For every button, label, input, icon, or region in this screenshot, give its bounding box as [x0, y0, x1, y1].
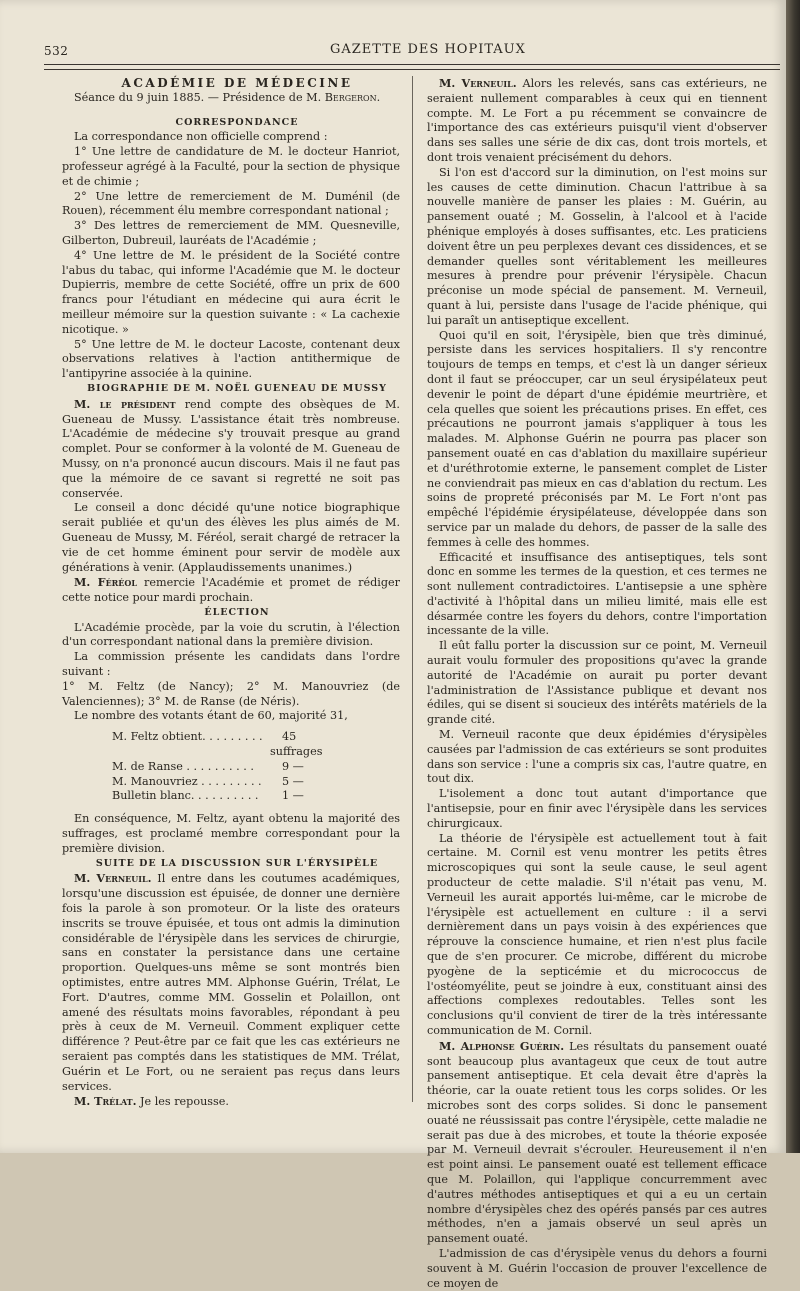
correspondance-heading: CORRESPONDANCE [175, 116, 299, 128]
right-text-9: Les résultats du pansement ouaté sont beaucoup plus avantageux que ceux de tout autre pansement antiseptique. Et cela devait être d'après la théorie, car la ouate retient tous les corps solides. Or les microbes sont des corps solides. Si donc le pansement ouaté ne réussissait pas contre l'érysipèle, cette maladie ne serait pas due à des microbes, et toute la théorie exposée par M. Verneuil devrait s'écrouler. Heureusement il n'en est point ainsi. Le pansement ouaté est tellement efficace que M. Polaillon, qui l'applique concurremment avec d'autres méthodes antiseptiques et qui a eu un certain nombre d'érysipèles chez des opérés pansés par ces autres méthodes, n'en a jamais observé un seul après un pansement ouaté. [427, 1039, 767, 1246]
right-column [427, 76, 767, 1291]
vote-table [62, 730, 400, 804]
page-number: 532 [44, 44, 69, 58]
election-paragraph-2: La commission présente les candidats dans l'ordre suivant : [62, 650, 400, 679]
election-votants: Le nombre des votants étant de 60, majorité 31, [74, 709, 348, 723]
right-paragraph-3: Quoi qu'il en soit, l'érysipèle, bien que très diminué, persiste dans les services hospitaliers. Il s'y rencontre toujours de temps en temps, et c'est là un danger sérieux dont il faut se préoccuper, car un seul érysipélateux peut devenir le point de départ d'une épidémie meurtrière, et cela quelles que soient les précautions prises. En effet, ces précautions ne pourront jamais s'appliquer à tous les malades. M. Alphonse Guérin ne pourra pas placer son pansement ouaté en cas d'ablation du maxillaire supérieur et d'uréthrotomie externe, le pansement complet de Lister ne conviendrait pas mieux en cas d'ablation du rectum. Les soins de propreté préconisés par M. Le Fort n'ont pas empêché l'épidémie érysipélateuse, développée dans son service par un malade du dehors, de passer de la salle des femmes à celle des hommes. [427, 328, 767, 549]
election-paragraph-1: L'Académie procède, par la voie du scrutin, à l'élection d'un correspondant national dans la première division. [62, 620, 400, 649]
bio-paragraph-3 [62, 575, 400, 606]
discussion-heading: SUITE DE LA DISCUSSION SUR L'ÉRYSIPÈLE [95, 857, 379, 869]
vote-name: M. Manouvriez . . . . . . . . . [112, 774, 262, 788]
article-title: ACADÉMIE DE MÉDECINE [121, 76, 353, 90]
seance-president: Bergeron. [324, 90, 381, 104]
bio-text-1: rend compte des obsèques de M. Gueneau de Mussy. L'assistance était très nombreuse. L'Académie de médecine s'y trouvait presque au grand complet. Pour se conformer à la volonté de M. Gueneau de Mussy, on n'a prononcé aucun discours. Mais il ne faut pas que la mémoire de ce savant si regretté ne soit pas conservée. [62, 397, 400, 500]
vote-value: 1 — [282, 789, 304, 803]
vote-name: M. Feltz obtient. . . . . . . . . [112, 730, 263, 744]
vote-name: Bulletin blanc. . . . . . . . . . [112, 789, 259, 803]
corr-item-5: 5° Une lettre de M. le docteur Lacoste, contenant deux observations relatives à l'action antithermique de l'antipyrine associée à la quinine. [62, 337, 400, 381]
right-paragraph-7: L'isolement a donc tout autant d'importance que l'antisepsie, pour en finir avec l'érysipèle dans les services chirurgicaux. [427, 787, 767, 830]
running-title: GAZETTE DES HOPITAUX [330, 42, 526, 57]
bio-paragraph-1 [62, 397, 400, 502]
discussion-paragraph-2 [62, 1094, 400, 1110]
speaker-name: M. Trélat. [74, 1094, 137, 1109]
column-divider [412, 76, 413, 1102]
vote-row [62, 775, 400, 790]
right-paragraph-5: Il eût fallu porter la discussion sur ce point, M. Verneuil aurait voulu formuler des propositions qu'avec la grande autorité de l'Académie on aurait pu porter devant l'administration de l'Assistance publique et devant nos édiles, qui se disent si soucieux des intérêts matériels de la grande cité. [427, 639, 767, 727]
speaker-name: M. Verneuil. [439, 76, 517, 90]
election-candidates: 1° M. Feltz (de Nancy); 2° M. Manouvriez (de Valenciennes); 3° M. de Ranse (de Néris). [62, 679, 400, 708]
vote-row [62, 760, 400, 775]
right-paragraph-10: L'admission de cas d'érysipèle venus du dehors a fourni souvent à M. Guérin l'occasion de prouver l'excellence de ce moyen de [427, 1246, 767, 1290]
vote-name: M. de Ranse . . . . . . . . . . [112, 759, 254, 773]
discussion-text-1: Il entre dans les coutumes académiques, lorsqu'une discussion est épuisée, de donner une dernière fois la parole à son promoteur. Or la liste des orateurs inscrits se trouve épuisée, et tous ont admis la diminution considérable de l'érysipèle dans les services de chirurgie, sans en constater la persistance dans une certaine proportion. Quelques-uns même se sont montrés bien optimistes, entre autres MM. Alphonse Guérin, Trélat, Le Fort. D'autres, comme MM. Gosselin et Polaillon, ont amené des résultats moins favorables, répondant à peu près à ceux de M. Verneuil. Comment expliquer cette différence ? Peut-être par ce fait que les cas extérieurs ne seraient pas comptés dans les statistiques de MM. Trélat, Guérin et Le Fort, ou ne seraient pas reçus dans leurs services. [62, 872, 400, 1093]
header-rule [44, 64, 780, 65]
seance-line [62, 91, 400, 106]
header-rule-thin [44, 69, 780, 70]
speaker-name: M. le président [74, 396, 176, 411]
biography-heading: BIOGRAPHIE DE M. NOËL GUENEAU DE MUSSY [87, 382, 387, 394]
seance-text: Séance du 9 juin 1885. — Présidence de M. [74, 90, 325, 104]
right-paragraph-4: Efficacité et insuffisance des antiseptiques, tels sont donc en somme les termes de la question, et ces termes ne sont nullement contradictoires. L'antisepsie a une sphère d'activité à l'hôpital dans un milieu limité, mais elle est désarmée contre les foyers du dehors, contre l'importation incessante de la ville. [427, 550, 767, 638]
corr-item-1: 1° Une lettre de candidature de M. le docteur Hanriot, professeur agrégé à la Faculté, pour la section de physique et de chimie ; [62, 145, 400, 188]
vote-value: 9 — [282, 759, 304, 773]
corr-item-3: 3° Des lettres de remerciement de MM. Quesneville, Gilberton, Dubreuil, lauréats de l'Académie ; [62, 219, 400, 247]
right-paragraph-2: Si l'on est d'accord sur la diminution, on l'est moins sur les causes de cette diminution. Chacun l'attribue à sa nouvelle manière de panser les plaies : M. Guérin, au pansement ouaté ; M. Gosselin, à l'alcool et à l'acide phénique employés à doses suffisantes, etc. Les praticiens doivent être un peu perplexes devant ces dissidences, et se demander quelles sont véritablement les meilleures mesures à prendre pour prévenir l'érysipèle. Chacun préconise un mode spécial de pansement. M. Verneuil, quant à lui, persiste dans l'usage de l'acide phénique, qui lui paraît un antiseptique excellent. [427, 165, 767, 327]
discussion-text-2: Je les repousse. [136, 1095, 229, 1109]
vote-value: 5 — [282, 774, 304, 788]
right-paragraph-1 [427, 76, 767, 166]
right-text-1: Alors les relevés, sans cas extérieurs, ne seraient nullement comparables à ceux qui en tiennent compte. M. Le Fort a pu récemment se convaincre de l'importance des cas extérieurs puisqu'il vient d'observer dans ses salles une série de dix cas, dont trois mortels, et dont trois venaient précisément du dehors. [427, 77, 767, 164]
discussion-paragraph-1 [62, 871, 400, 1094]
speaker-name: M. Verneuil. [74, 871, 152, 886]
speaker-name: M. Alphonse Guérin. [439, 1038, 565, 1053]
corr-item-4: 4° Une lettre de M. le président de la Société contre l'abus du tabac, qui informe l'Académie que M. le docteur Dupierris, membre de cette Société, offre un prix de 600 francs pour l'étudiant en médecine qui aura écrit le meilleur mémoire sur la question suivante : « La cachexie nicotique. » [62, 248, 400, 336]
right-paragraph-9 [427, 1039, 767, 1247]
binding-edge [786, 0, 800, 1153]
vote-row [62, 730, 400, 760]
corr-item-2: 2° Une lettre de remerciement de M. Duménil (de Rouen), récemment élu membre correspondant national ; [62, 189, 400, 218]
right-paragraph-6: M. Verneuil raconte que deux épidémies d'érysipèles causées par l'admission de cas extérieurs se sont produites dans son service : l'une a compris six cas, l'autre quatre, en tout dix. [427, 728, 767, 786]
right-paragraph-8: La théorie de l'érysipèle est actuellement tout à fait certaine. M. Cornil est venu montrer les petits êtres microscopiques qui sont la seule cause, le seul agent producteur de cette maladie. S'il n'était pas venu, M. Verneuil les aurait apportés lui-même, car le microbe de l'érysipèle est actuellement en culture : il a servi dernièrement dans un pays voisin à des expériences que réprouve la conscience humaine, et rien n'est plus facile que de s'en procurer. Ce microbe, différent du microbe pyogène de la septicémie et du micrococcus de l'ostéomyélite, peut se joindre à eux, constituant ainsi des affections complexes redoutables. Telles sont les conclusions qu'il convient de tirer de la très intéressante communication de M. Cornil. [427, 831, 767, 1037]
vote-row [62, 789, 400, 804]
speaker-name: M. Féréol [74, 575, 138, 590]
left-column [62, 76, 400, 1110]
election-heading: ÉLECTION [204, 606, 270, 618]
bio-text-3: remercie l'Académie et promet de rédiger cette notice pour mardi prochain. [62, 576, 401, 605]
bio-paragraph-2: Le conseil a donc décidé qu'une notice biographique serait publiée et qu'un des élèves les plus aimés de M. Gueneau de Mussy, M. Féréol, serait chargé de retracer la vie de cet homme éminent pour servir de modèle aux générations à venir. (Applaudissements unanimes.) [62, 501, 400, 574]
corr-intro: La correspondance non officielle comprend : [74, 130, 328, 144]
election-result: En conséquence, M. Feltz, ayant obtenu la majorité des suffrages, est proclamé membre correspondant pour la première division. [62, 812, 400, 855]
vote-value: 45 suffrages [270, 730, 323, 759]
